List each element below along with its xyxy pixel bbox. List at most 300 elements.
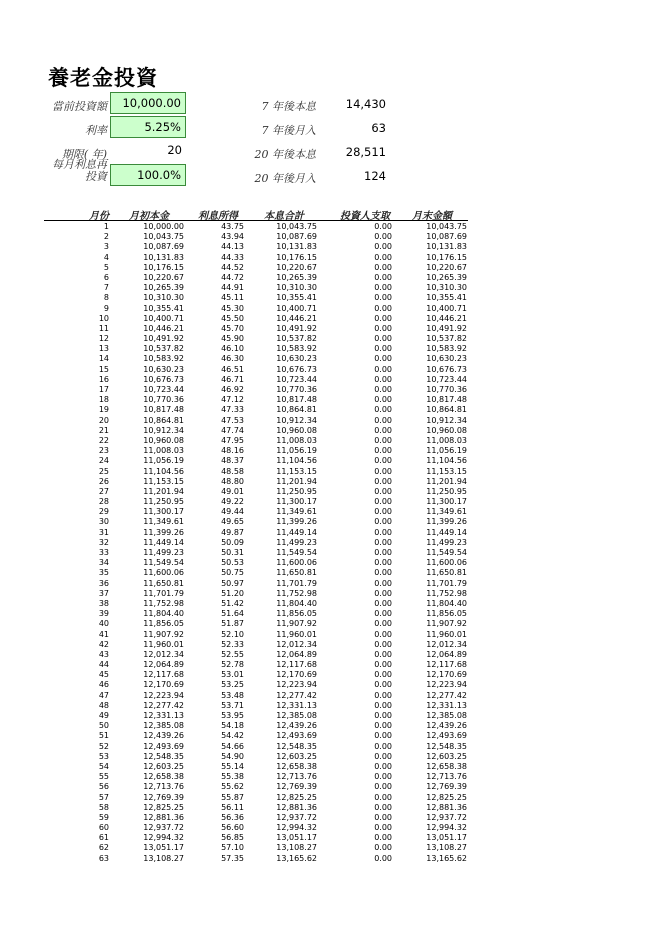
cell-closing-balance: 12,331.13 (426, 700, 467, 710)
cell-interest: 46.92 (221, 385, 244, 394)
rate-input[interactable]: 5.25% (110, 116, 186, 138)
cell-closing-balance: 12,064.89 (426, 649, 467, 659)
cell-interest: 45.90 (221, 334, 244, 344)
table-row (0, 640, 662, 650)
cell-withdrawal: 0.00 (374, 242, 392, 252)
cell-withdrawal: 0.00 (374, 486, 392, 496)
cell-withdrawal: 0.00 (374, 812, 392, 822)
cell-withdrawal: 0.00 (374, 262, 392, 272)
table-row (0, 793, 662, 803)
cell-opening-principal: 11,153.15 (143, 476, 184, 486)
table-row (0, 517, 662, 527)
cell-month: 34 (98, 558, 109, 568)
cell-total: 10,723.44 (276, 374, 317, 384)
table-row (0, 253, 662, 263)
cell-total: 12,385.08 (276, 711, 317, 720)
table-row (0, 558, 662, 568)
cell-closing-balance: 10,817.48 (426, 395, 467, 405)
cell-interest: 49.87 (221, 527, 244, 537)
table-row (0, 854, 662, 864)
cell-interest: 51.87 (221, 619, 244, 629)
cell-month: 13 (98, 344, 109, 354)
table-row (0, 823, 662, 833)
table-row (0, 568, 662, 578)
table-row (0, 426, 662, 436)
cell-total: 10,630.23 (276, 354, 317, 364)
cell-month: 49 (98, 711, 109, 720)
table-row (0, 344, 662, 354)
cell-interest: 50.31 (221, 548, 244, 557)
cell-closing-balance: 11,752.98 (426, 588, 467, 598)
cell-closing-balance: 12,223.94 (426, 680, 467, 690)
cell-interest: 54.42 (221, 731, 244, 741)
cell-total: 10,491.92 (276, 323, 317, 333)
result-value-7y-total: 14,430 (345, 97, 386, 111)
cell-closing-balance: 11,499.23 (426, 537, 467, 547)
cell-opening-principal: 11,701.79 (143, 588, 184, 598)
cell-closing-balance: 11,399.26 (426, 517, 467, 527)
cell-opening-principal: 11,300.17 (143, 507, 184, 517)
cell-withdrawal: 0.00 (374, 374, 392, 384)
cell-total: 12,439.26 (276, 721, 317, 731)
cell-month: 10 (98, 313, 109, 323)
cell-interest: 54.18 (221, 721, 244, 731)
cell-interest: 49.01 (221, 486, 244, 496)
cell-withdrawal: 0.00 (374, 853, 392, 863)
table-row (0, 395, 662, 405)
cell-closing-balance: 10,491.92 (426, 323, 467, 333)
cell-month: 22 (98, 435, 109, 445)
cell-total: 10,310.30 (276, 283, 317, 293)
cell-month: 31 (98, 527, 109, 537)
reinvest-label-line2: 投資 (85, 170, 107, 183)
header-opening-principal: 月初本金 (129, 211, 169, 222)
cell-opening-principal: 11,499.23 (143, 548, 184, 557)
cell-opening-principal: 12,223.94 (143, 690, 184, 700)
cell-closing-balance: 12,994.32 (426, 823, 467, 833)
cell-withdrawal: 0.00 (374, 517, 392, 527)
cell-opening-principal: 10,491.92 (143, 334, 184, 344)
cell-opening-principal: 11,349.61 (143, 517, 184, 527)
cell-opening-principal: 12,658.38 (143, 772, 184, 782)
cell-total: 10,537.82 (276, 334, 317, 344)
cell-opening-principal: 10,400.71 (143, 313, 184, 323)
table-row (0, 497, 662, 507)
reinvest-input[interactable]: 100.0% (110, 164, 186, 186)
cell-month: 2 (103, 232, 109, 242)
cell-closing-balance: 11,600.06 (426, 558, 467, 568)
cell-withdrawal: 0.00 (374, 313, 392, 323)
cell-closing-balance: 11,650.81 (426, 568, 467, 578)
cell-interest: 44.52 (221, 262, 244, 272)
cell-withdrawal: 0.00 (374, 751, 392, 761)
cell-closing-balance: 10,446.21 (426, 313, 467, 323)
cell-opening-principal: 11,752.98 (143, 598, 184, 608)
cell-opening-principal: 11,008.03 (143, 446, 184, 456)
cell-month: 48 (98, 700, 109, 710)
cell-closing-balance: 11,701.79 (426, 578, 467, 588)
cell-closing-balance: 10,770.36 (426, 385, 467, 394)
cell-interest: 51.42 (221, 598, 244, 608)
cell-interest: 44.91 (221, 283, 244, 293)
table-row (0, 538, 662, 548)
cell-interest: 56.85 (221, 833, 244, 843)
cell-opening-principal: 10,537.82 (143, 344, 184, 354)
cell-month: 23 (98, 446, 109, 456)
cell-closing-balance: 10,912.34 (426, 415, 467, 425)
cell-opening-principal: 12,012.34 (143, 649, 184, 659)
table-row (0, 354, 662, 364)
table-row (0, 304, 662, 314)
cell-month: 17 (98, 385, 109, 394)
result-value-7y-monthly: 63 (371, 121, 386, 135)
table-row (0, 813, 662, 823)
cell-withdrawal: 0.00 (374, 323, 392, 333)
table-row (0, 405, 662, 415)
cell-interest: 43.94 (221, 232, 244, 242)
cell-interest: 50.09 (221, 537, 244, 547)
cell-withdrawal: 0.00 (374, 456, 392, 466)
cell-opening-principal: 10,220.67 (143, 272, 184, 282)
cell-opening-principal: 11,056.19 (143, 456, 184, 466)
cell-opening-principal: 12,331.13 (143, 711, 184, 720)
cell-closing-balance: 12,170.69 (426, 670, 467, 680)
header-withdrawal: 投資人支取 (340, 211, 390, 222)
cell-month: 29 (98, 507, 109, 517)
cell-month: 40 (98, 619, 109, 629)
cell-interest: 52.78 (221, 660, 244, 670)
cell-opening-principal: 10,310.30 (143, 293, 184, 303)
cell-opening-principal: 12,117.68 (143, 670, 184, 680)
cell-total: 12,937.72 (276, 812, 317, 822)
cell-interest: 45.11 (221, 293, 244, 303)
cell-closing-balance: 10,400.71 (426, 303, 467, 313)
result-label-7y-monthly: 7 年後月入 (261, 124, 316, 137)
term-input[interactable]: 20 (110, 140, 186, 162)
cell-month: 32 (98, 537, 109, 547)
cell-closing-balance: 11,907.92 (426, 619, 467, 629)
header-total: 本息合計 (264, 211, 304, 222)
cell-total: 12,117.68 (276, 660, 317, 670)
table-row (0, 416, 662, 426)
table-row (0, 385, 662, 395)
cell-withdrawal: 0.00 (374, 232, 392, 242)
cell-withdrawal: 0.00 (374, 283, 392, 293)
cell-total: 10,220.67 (276, 262, 317, 272)
cell-month: 52 (98, 741, 109, 751)
table-row (0, 375, 662, 385)
cell-interest: 47.33 (221, 405, 244, 415)
table-row (0, 701, 662, 711)
cell-withdrawal: 0.00 (374, 843, 392, 853)
cell-withdrawal: 0.00 (374, 792, 392, 802)
page-title: 養老金投資 (48, 66, 158, 90)
cell-withdrawal: 0.00 (374, 802, 392, 812)
cell-interest: 53.01 (221, 670, 244, 680)
cell-closing-balance: 10,960.08 (426, 425, 467, 435)
cell-withdrawal: 0.00 (374, 405, 392, 415)
cell-total: 12,064.89 (276, 649, 317, 659)
cell-total: 11,201.94 (276, 476, 317, 486)
cell-month: 18 (98, 395, 109, 405)
header-month: 月份 (89, 211, 109, 222)
cell-month: 41 (98, 629, 109, 639)
cell-withdrawal: 0.00 (374, 527, 392, 537)
cell-interest: 45.50 (221, 313, 244, 323)
header-closing-balance: 月末金額 (412, 211, 452, 222)
table-row (0, 803, 662, 813)
cell-month: 56 (98, 782, 109, 792)
cell-withdrawal: 0.00 (374, 303, 392, 313)
cell-interest: 55.38 (221, 772, 244, 782)
cell-total: 11,349.61 (276, 507, 317, 517)
cell-month: 58 (98, 802, 109, 812)
cell-month: 51 (98, 731, 109, 741)
cell-month: 3 (103, 242, 109, 252)
table-row (0, 263, 662, 273)
cell-month: 4 (103, 252, 109, 262)
cell-closing-balance: 11,449.14 (426, 527, 467, 537)
table-row (0, 477, 662, 487)
cell-month: 8 (103, 293, 109, 303)
cell-month: 37 (98, 588, 109, 598)
cell-interest: 46.51 (221, 364, 244, 374)
cell-withdrawal: 0.00 (374, 415, 392, 425)
cell-month: 39 (98, 609, 109, 619)
cell-withdrawal: 0.00 (374, 568, 392, 578)
table-row (0, 630, 662, 640)
table-row (0, 446, 662, 456)
cell-opening-principal: 12,170.69 (143, 680, 184, 690)
cell-total: 12,994.32 (276, 823, 317, 833)
cell-total: 10,087.69 (276, 232, 317, 242)
cell-closing-balance: 10,043.75 (426, 222, 467, 231)
cell-opening-principal: 13,051.17 (143, 843, 184, 853)
cell-withdrawal: 0.00 (374, 466, 392, 476)
cell-withdrawal: 0.00 (374, 711, 392, 720)
cell-interest: 47.74 (221, 425, 244, 435)
cell-month: 28 (98, 497, 109, 507)
cell-closing-balance: 11,250.95 (426, 486, 467, 496)
principal-input[interactable]: 10,000.00 (110, 92, 186, 114)
cell-total: 11,104.56 (276, 456, 317, 466)
cell-opening-principal: 10,676.73 (143, 374, 184, 384)
cell-closing-balance: 11,153.15 (426, 466, 467, 476)
cell-withdrawal: 0.00 (374, 395, 392, 405)
cell-total: 11,960.01 (276, 629, 317, 639)
cell-opening-principal: 12,439.26 (143, 731, 184, 741)
cell-closing-balance: 10,176.15 (426, 252, 467, 262)
cell-total: 11,804.40 (276, 598, 317, 608)
cell-interest: 46.10 (221, 344, 244, 354)
cell-closing-balance: 13,108.27 (426, 843, 467, 853)
cell-opening-principal: 12,769.39 (143, 792, 184, 802)
table-row (0, 334, 662, 344)
table-row (0, 242, 662, 252)
cell-total: 11,650.81 (276, 568, 317, 578)
cell-month: 50 (98, 721, 109, 731)
amortization-table-body (0, 222, 662, 864)
cell-interest: 46.71 (221, 374, 244, 384)
cell-withdrawal: 0.00 (374, 354, 392, 364)
cell-closing-balance: 11,856.05 (426, 609, 467, 619)
cell-month: 61 (98, 833, 109, 843)
cell-total: 10,043.75 (276, 222, 317, 231)
cell-closing-balance: 12,277.42 (426, 690, 467, 700)
cell-interest: 45.70 (221, 323, 244, 333)
cell-interest: 48.80 (221, 476, 244, 486)
cell-month: 59 (98, 812, 109, 822)
cell-closing-balance: 12,769.39 (426, 782, 467, 792)
table-row (0, 711, 662, 721)
cell-total: 10,770.36 (276, 385, 317, 394)
cell-opening-principal: 11,856.05 (143, 619, 184, 629)
table-row (0, 222, 662, 232)
cell-closing-balance: 10,220.67 (426, 262, 467, 272)
cell-month: 21 (98, 425, 109, 435)
cell-withdrawal: 0.00 (374, 425, 392, 435)
cell-interest: 52.33 (221, 639, 244, 649)
cell-closing-balance: 10,265.39 (426, 272, 467, 282)
cell-interest: 44.33 (221, 252, 244, 262)
cell-opening-principal: 11,650.81 (143, 578, 184, 588)
cell-closing-balance: 10,583.92 (426, 344, 467, 354)
cell-closing-balance: 10,864.81 (426, 405, 467, 415)
cell-opening-principal: 10,960.08 (143, 435, 184, 445)
table-row (0, 507, 662, 517)
cell-withdrawal: 0.00 (374, 252, 392, 262)
cell-total: 11,250.95 (276, 486, 317, 496)
cell-closing-balance: 12,713.76 (426, 772, 467, 782)
table-row (0, 609, 662, 619)
cell-withdrawal: 0.00 (374, 833, 392, 843)
cell-month: 15 (98, 364, 109, 374)
cell-withdrawal: 0.00 (374, 772, 392, 782)
table-row (0, 833, 662, 843)
cell-opening-principal: 12,385.08 (143, 721, 184, 731)
cell-interest: 51.64 (221, 609, 244, 619)
cell-withdrawal: 0.00 (374, 344, 392, 354)
cell-interest: 47.53 (221, 415, 244, 425)
cell-total: 10,817.48 (276, 395, 317, 405)
cell-interest: 50.97 (221, 578, 244, 588)
cell-total: 11,752.98 (276, 588, 317, 598)
cell-total: 10,960.08 (276, 425, 317, 435)
cell-closing-balance: 10,630.23 (426, 354, 467, 364)
cell-opening-principal: 11,960.01 (143, 639, 184, 649)
cell-opening-principal: 11,907.92 (143, 629, 184, 639)
cell-interest: 52.10 (221, 629, 244, 639)
cell-interest: 56.60 (221, 823, 244, 833)
cell-interest: 56.36 (221, 812, 244, 822)
cell-total: 12,170.69 (276, 670, 317, 680)
cell-interest: 55.62 (221, 782, 244, 792)
cell-interest: 57.10 (221, 843, 244, 853)
cell-closing-balance: 12,493.69 (426, 731, 467, 741)
header-interest: 利息所得 (198, 211, 238, 222)
cell-month: 24 (98, 456, 109, 466)
cell-opening-principal: 12,881.36 (143, 812, 184, 822)
cell-interest: 46.30 (221, 354, 244, 364)
cell-interest: 54.90 (221, 751, 244, 761)
cell-month: 44 (98, 660, 109, 670)
cell-interest: 55.14 (221, 761, 244, 771)
cell-closing-balance: 10,087.69 (426, 232, 467, 242)
cell-closing-balance: 11,056.19 (426, 446, 467, 456)
table-row (0, 731, 662, 741)
cell-month: 60 (98, 823, 109, 833)
cell-month: 11 (98, 323, 109, 333)
cell-withdrawal: 0.00 (374, 721, 392, 731)
cell-total: 12,603.25 (276, 751, 317, 761)
cell-opening-principal: 11,549.54 (143, 558, 184, 568)
cell-closing-balance: 10,355.41 (426, 293, 467, 303)
cell-opening-principal: 10,723.44 (143, 385, 184, 394)
cell-closing-balance: 12,548.35 (426, 741, 467, 751)
table-row (0, 599, 662, 609)
cell-withdrawal: 0.00 (374, 680, 392, 690)
cell-opening-principal: 12,603.25 (143, 761, 184, 771)
cell-opening-principal: 12,493.69 (143, 741, 184, 751)
cell-total: 13,051.17 (276, 833, 317, 843)
table-row (0, 650, 662, 660)
cell-withdrawal: 0.00 (374, 609, 392, 619)
cell-closing-balance: 10,310.30 (426, 283, 467, 293)
cell-month: 7 (103, 283, 109, 293)
cell-closing-balance: 11,300.17 (426, 497, 467, 507)
table-row (0, 752, 662, 762)
cell-withdrawal: 0.00 (374, 476, 392, 486)
cell-month: 35 (98, 568, 109, 578)
cell-closing-balance: 11,008.03 (426, 435, 467, 445)
cell-opening-principal: 10,912.34 (143, 425, 184, 435)
reinvest-label (40, 159, 107, 183)
cell-interest: 56.11 (221, 802, 244, 812)
cell-opening-principal: 11,399.26 (143, 527, 184, 537)
cell-closing-balance: 13,165.62 (426, 853, 467, 863)
cell-closing-balance: 12,012.34 (426, 639, 467, 649)
cell-withdrawal: 0.00 (374, 598, 392, 608)
cell-withdrawal: 0.00 (374, 731, 392, 741)
cell-withdrawal: 0.00 (374, 578, 392, 588)
cell-opening-principal: 10,630.23 (143, 364, 184, 374)
cell-withdrawal: 0.00 (374, 385, 392, 394)
cell-interest: 48.16 (221, 446, 244, 456)
cell-withdrawal: 0.00 (374, 293, 392, 303)
cell-total: 12,223.94 (276, 680, 317, 690)
table-row (0, 782, 662, 792)
cell-withdrawal: 0.00 (374, 588, 392, 598)
cell-closing-balance: 11,349.61 (426, 507, 467, 517)
table-row (0, 314, 662, 324)
cell-withdrawal: 0.00 (374, 507, 392, 517)
cell-total: 12,881.36 (276, 802, 317, 812)
cell-month: 25 (98, 466, 109, 476)
cell-interest: 47.12 (221, 395, 244, 405)
cell-total: 12,277.42 (276, 690, 317, 700)
cell-opening-principal: 10,265.39 (143, 283, 184, 293)
cell-total: 11,399.26 (276, 517, 317, 527)
cell-total: 11,549.54 (276, 548, 317, 557)
cell-withdrawal: 0.00 (374, 272, 392, 282)
cell-closing-balance: 12,439.26 (426, 721, 467, 731)
cell-total: 11,856.05 (276, 609, 317, 619)
cell-month: 5 (103, 262, 109, 272)
cell-opening-principal: 11,804.40 (143, 609, 184, 619)
cell-total: 12,331.13 (276, 700, 317, 710)
cell-month: 63 (98, 853, 109, 863)
cell-withdrawal: 0.00 (374, 222, 392, 231)
